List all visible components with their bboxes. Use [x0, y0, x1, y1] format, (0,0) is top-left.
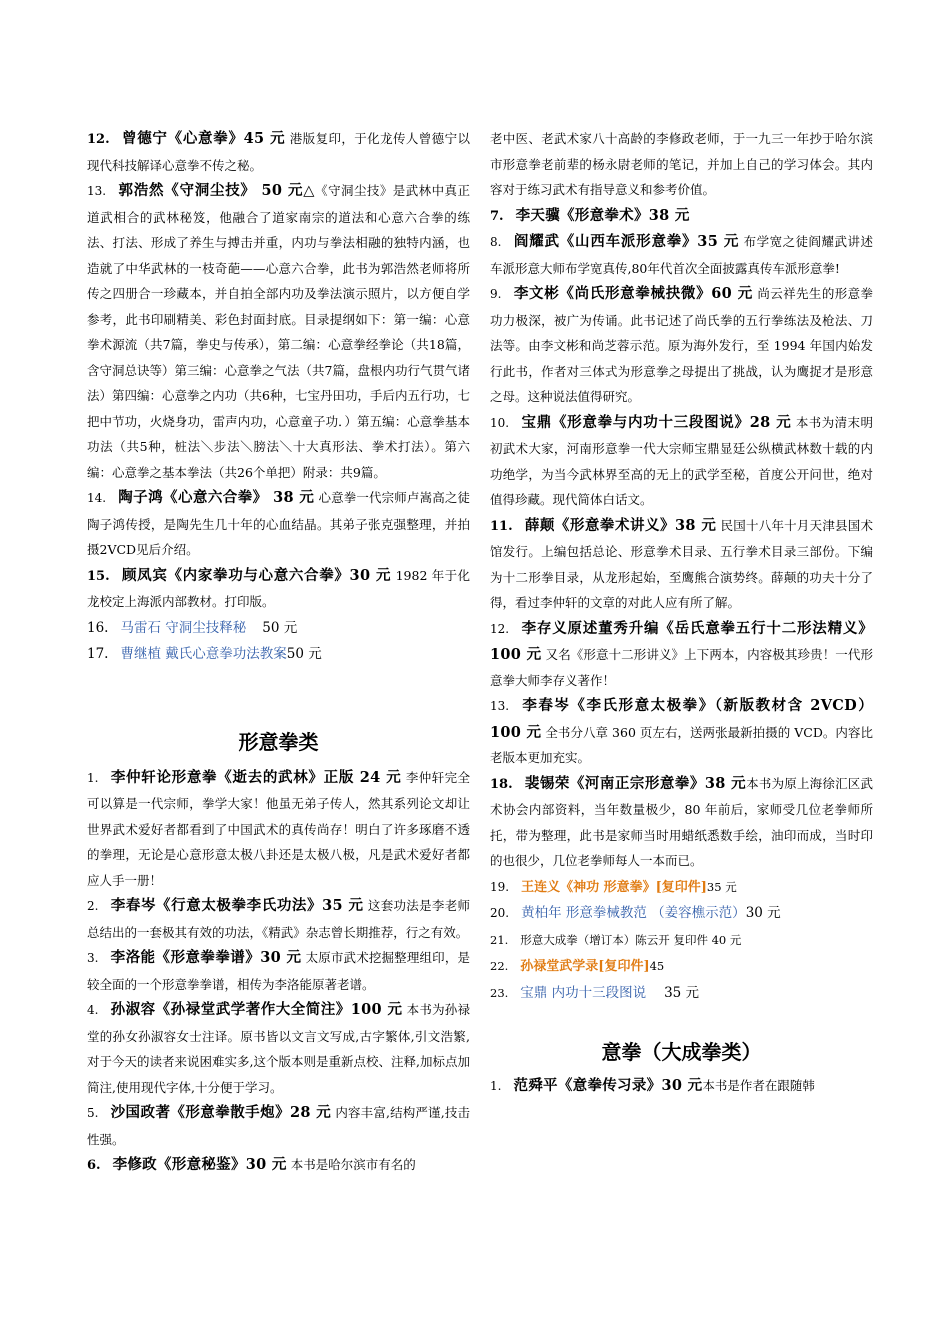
list-item: 19. 王连义《神功 形意拳》[复印件]35 元 — [490, 879, 737, 895]
item-text: 形意大成拳（增订本）陈云开 复印件 40 元 — [520, 932, 742, 947]
list-item: 3. 李洛能《形意拳拳谱》30 元 太原市武术挖掘整理组印，是较全面的一个形意拳拳谱，相传为李洛能原著老谱。 — [87, 949, 470, 992]
item-price: 45 — [649, 959, 665, 973]
list-item: 1. 李仲轩论形意拳《逝去的武林》正版 24 元 李仲轩完全可以算是一代宗师，拳学大家！他虽无弟子传人，然其系列论文却让世界武术爱好者都看到了中国武术的真传尚存！明白了许多琢磨不透的拳理，无论是心意形意太极八卦还是太极八极，凡是武术爱好者都应人手一册！ — [87, 768, 470, 888]
item-title: 李天骥《形意拳术》38 元 — [515, 206, 690, 224]
item-description: 本书是哈尔滨市有名的 — [290, 1157, 416, 1172]
item-description: 又名《形意十二形讲义》上下两本，内容极其珍贵！一代形意拳大师李存义著作！ — [490, 647, 873, 688]
list-item: 23. 宝鼎 内功十三段图说 35 元 — [490, 984, 700, 1001]
list-item: 6. 李修政《形意秘鉴》30 元 本书是哈尔滨市有名的 — [87, 1156, 416, 1173]
section-heading: 形意拳类 — [238, 729, 319, 754]
item-title: 李修政《形意秘鉴》30 元 — [112, 1156, 287, 1173]
list-item: 11. 薛颠《形意拳术讲义》38 元 民国十八年十月天津县国术馆发行。上编包括总论、形意拳术目录、五行拳术目录三部份。下编为十二形拳目录，从龙形起始，至鹰熊合演势终。薛颠的功夫十分了得，看过李仲轩的文章的对此人应有所了解。 — [490, 516, 873, 610]
item-description: 尚云祥先生的形意拳功力极深，被广为传诵。此书记述了尚氏拳的五行拳练法及枪法、刀法等。由李文彬和尚芝蓉示范。原为海外发行，至 1994 年国内始发行此书，作者对三体式为形意拳之母提出了挑战，认为鹰捉才是形意之母。这种说法值得研究。 — [490, 286, 873, 404]
list-item: 7. 李天骥《形意拳术》38 元 — [490, 206, 690, 224]
item-price: 35 元 — [706, 879, 737, 894]
item-description: 本书为原上海徐汇区武术协会内部资料，当年数量极少，80 年前后，家师受几位老拳师所托，带为整理，此书是家师当时用蜡纸悉数手绘，油印而成，当时印的也很少，几位老拳师每人一本而已。 — [490, 775, 873, 868]
item-description: 《守洞尘技》是武林中真正道武相合的武林秘笈，他融合了道家南宗的道法和心意六合拳的练法、打法、形成了养生与搏击并重，内功与拳法相融的独特内涵，也造就了中华武林的一枝奇葩——心意六合拳，此书为郭浩然老师将所传之四册合一珍藏本，并自拍全部内功及拳法演示照片，以方便自学参考，此书印刷精美、彩色封面封底。目录提纲如下：第一编：心意拳术源流（共7篇，拳史与传承），第二编：心意拳经拳论（共18篇，含守洞总诀等）第三编：心意拳之气法（共7篇，盘根内功行气贯气诸法）第四编：心意拳之内功（共6种，七宝丹田功，手后内五行功，七把中节功，火烧身功，雷声内功，心意童子功．）第五编：心意拳基本功法（共5种，桩法＼步法＼膀法＼十大真形法、拳术打法）。第六编：心意拳之基本拳法（共26个单把）附录：共9篇。 — [87, 183, 470, 480]
list-item: 2. 李春岑《行意太极拳李氏功法》35 元 这套功法是李老师总结出的一套极其有效的功法，《精武》杂志曾长期推荐，行之有效。 — [87, 897, 470, 940]
item-title: 李春岑《李氏形意太极拳》（新版教材含 2VCD）100 元 — [490, 697, 873, 741]
item-description: 心意拳一代宗师卢嵩高之徒陶子鸿传授，是陶先生几十年的心血结晶。其弟子张克强整理，并拍摄2VCD见后介绍。 — [87, 490, 470, 557]
list-item: 22. 孙禄堂武学录[复印件]45 — [490, 959, 665, 974]
item-title: 李仲轩论形意拳《逝去的武林》正版 24 元 — [110, 768, 402, 786]
item-title-link[interactable]: 王连义《神功 形意拳》[复印件] — [521, 879, 707, 895]
left-column — [87, 126, 470, 1179]
item-description: 布学宽之徒阎耀武讲述车派形意大师布学宽真传,80年代首次全面披露真传车派形意拳! — [490, 234, 873, 276]
list-item: 16. 马雷石 守洞尘技释秘 50 元 — [87, 619, 298, 636]
item-price: 50 元 — [286, 646, 322, 662]
item-title: 顾凤宾《内家拳功与心意六合拳》30 元 — [121, 566, 392, 584]
item-description: 本书是作者在跟随韩 — [702, 1078, 815, 1093]
list-item-continuation — [490, 126, 873, 203]
right-column — [490, 126, 873, 1100]
item-title-link[interactable]: 宝鼎 内功十三段图说 — [520, 984, 647, 1001]
item-description: 老中医、老武术家八十高龄的李修政老师，于一九三一年抄于哈尔滨市形意拳老前辈的杨永尉老师的笔记，并加上自己的学习体会。其内容对于练习武术有指导意义和参考价值。 — [490, 131, 873, 197]
list-item: 18. 裴锡荣《河南正宗形意拳》38 元本书为原上海徐汇区武术协会内部资料，当年数量极少，80 年前后，家师受几位老拳师所托，带为整理，此书是家师当时用蜡纸悉数手绘，油印而成，当时印的也很少，几位老拳师每人一本而已。 — [490, 774, 873, 868]
item-title: 宝鼎《形意拳与内功十三段图说》28 元 — [521, 413, 792, 431]
item-title: 李洛能《形意拳拳谱》30 元 — [110, 949, 302, 966]
item-title-link[interactable]: 马雷石 守洞尘技释秘 — [120, 619, 247, 636]
list-item: 13. 郭浩然《守洞尘技》 50 元△《守洞尘技》是武林中真正道武相合的武林秘笈，他融合了道家南宗的道法和心意六合拳的练法、打法、形成了养生与搏击并重，内功与拳法相融的独特内涵，也造就了中华武林的一枝奇葩——心意六合拳，此书为郭浩然老师将所传之四册合一珍藏本，并自拍全部内功及拳法演示照片，以方便自学参考，此书印刷精美、彩色封面封底。目录提纲如下：第一编：心意拳术源流（共7篇，拳史与传承），第二编：心意拳经拳论（共18篇，含守洞总诀等）第三编：心意拳之气法（共7篇，盘根内功行气贯气诸法）第四编：心意拳之内功（共6种，七宝丹田功，手后内五行功，七把中节功，火烧身功，雷声内功，心意童子功．）第五编：心意拳基本功法（共5种，桩法＼步法＼膀法＼十大真形法、拳术打法）。第六编：心意拳之基本拳法（共26个单把）附录：共9篇。 — [87, 182, 470, 480]
item-title-link[interactable]: 孙禄堂武学录[复印件] — [520, 959, 650, 974]
item-title-link[interactable]: 曹继植 戴氏心意拳功法教案 — [120, 646, 287, 662]
list-item: 14. 陶子鸿《心意六合拳》 38 元 心意拳一代宗师卢嵩高之徒陶子鸿传授，是陶先生几十年的心血结晶。其弟子张克强整理，并拍摄2VCD见后介绍。 — [87, 489, 470, 557]
item-title: 孙淑容《孙禄堂武学著作大全简注》100 元 — [110, 1001, 403, 1018]
item-description: 本书为孙禄堂的孙女孙淑容女士注译。原书皆以文言文写成,古字繁体,引文浩繁,对于今天的读者来说困难实多,这个版本则是重新点校、注释,加标点加简注,使用现代字体,十分便于学习。 — [87, 1002, 470, 1095]
list-item: 17. 曹继植 戴氏心意拳功法教案50 元 — [87, 646, 322, 662]
item-price: 35 元 — [664, 984, 700, 1001]
item-title: 裴锡荣《河南正宗形意拳》38 元 — [524, 774, 747, 792]
item-title: 薛颠《形意拳术讲义》38 元 — [524, 516, 717, 534]
list-item: 4. 孙淑容《孙禄堂武学著作大全简注》100 元 本书为孙禄堂的孙女孙淑容女士注译。原书皆以文言文写成,古字繁体,引文浩繁,对于今天的读者来说困难实多,这个版本则是重新点校、注释,加标点加简注,使用现代字体,十分便于学习。 — [87, 1001, 470, 1095]
list-item: 12. 李存义原述董秀升编《岳氏意拳五行十二形法精义》100 元 又名《形意十二形讲义》上下两本，内容极其珍贵！一代形意拳大师李存义著作！ — [490, 619, 873, 688]
item-title: 李春岑《行意太极拳李氏功法》35 元 — [110, 897, 364, 914]
list-item: 20. 黄柏年 形意拳械教范 （姜容樵示范）30 元 — [490, 905, 781, 921]
list-item: 15. 顾凤宾《内家拳功与心意六合拳》30 元 1982 年于化龙校定上海派内部教材。打印版。 — [87, 566, 470, 609]
item-description: 港版复印，于化龙传人曾德宁以现代科技解译心意拳不传之秘。 — [87, 131, 470, 173]
item-title: 曾德宁《心意拳》45 元 — [121, 130, 286, 147]
item-title: 范舜平《意拳传习录》30 元 — [513, 1077, 703, 1094]
section-heading: 意拳（大成拳类） — [601, 1040, 762, 1064]
list-item: 8. 阎耀武《山西车派形意拳》35 元 布学宽之徒阎耀武讲述车派形意大师布学宽真传,80年代首次全面披露真传车派形意拳! — [490, 233, 873, 276]
item-title: 郭浩然《守洞尘技》 50 元△ — [118, 182, 316, 199]
list-item: 1. 范舜平《意拳传习录》30 元本书是作者在跟随韩 — [490, 1077, 815, 1094]
item-title: 沙国政著《形意拳散手炮》28 元 — [110, 1104, 332, 1121]
list-item: 12. 曾德宁《心意拳》45 元 港版复印，于化龙传人曾德宁以现代科技解译心意拳不传之秘。 — [87, 130, 470, 173]
item-description: 李仲轩完全可以算是一代宗师，拳学大家！他虽无弟子传人，然其系列论文却让世界武术爱好者都看到了中国武术的真传尚存！明白了许多琢磨不透的拳理，无论是心意形意太极八卦还是太极八极，凡是武术爱好者都应人手一册！ — [87, 769, 470, 888]
item-title-link[interactable]: 黄柏年 形意拳械教范 （姜容樵示范） — [521, 905, 746, 921]
item-title: 阎耀武《山西车派形意拳》35 元 — [513, 233, 740, 250]
item-description: 太原市武术挖掘整理组印，是较全面的一个形意拳拳谱，相传为李洛能原著老谱。 — [87, 950, 470, 992]
list-item: 5. 沙国政著《形意拳散手炮》28 元 内容丰富,结构严谨,技击性强。 — [87, 1104, 470, 1147]
item-description: 民国十八年十月天津县国术馆发行。上编包括总论、形意拳术目录、五行拳术目录三部份。下编为十二形拳目录，从龙形起始，至鹰熊合演势终。薛颠的功夫十分了得，看过李仲轩的文章的对此人应有所了解。 — [490, 517, 873, 610]
item-title: 陶子鸿《心意六合拳》 38 元 — [118, 489, 315, 506]
item-description: 内容丰富,结构严谨,技击性强。 — [87, 1105, 470, 1147]
item-title: 李文彬《尚氏形意拳械抉微》60 元 — [513, 285, 753, 302]
item-description: 全书分八章 360 页左右，送两张最新拍摄的 VCD。内容比老版本更加充实。 — [490, 724, 873, 765]
item-title: 李存义原述董秀升编《岳氏意拳五行十二形法精义》100 元 — [490, 619, 873, 663]
item-description: 本书为清末明初武术大家，河南形意拳一代大宗师宝鼎显廷公纵横武林数十载的内功绝学，为当今武林界至高的无上的武学至秘，首度公开问世，绝对值得珍藏。现代简体白话文。 — [490, 414, 873, 507]
list-item: 10. 宝鼎《形意拳与内功十三段图说》28 元 本书为清末明初武术大家，河南形意拳一代大宗师宝鼎显廷公纵横武林数十载的内功绝学，为当今武林界至高的无上的武学至秘，首度公开问世，绝对值得珍藏。现代简体白话文。 — [490, 413, 873, 507]
item-price: 30 元 — [745, 905, 781, 921]
item-description: 1982 年于化龙校定上海派内部教材。打印版。 — [87, 567, 470, 609]
item-price: 50 元 — [262, 619, 298, 636]
list-item: 21. 形意大成拳（增订本）陈云开 复印件 40 元 — [490, 932, 742, 947]
item-description: 这套功法是李老师总结出的一套极其有效的功法，《精武》杂志曾长期推荐，行之有效。 — [87, 898, 470, 940]
list-item: 9. 李文彬《尚氏形意拳械抉微》60 元 尚云祥先生的形意拳功力极深，被广为传诵。此书记述了尚氏拳的五行拳练法及枪法、刀法等。由李文彬和尚芝蓉示范。原为海外发行，至 1994 年国内始发行此书，作者对三体式为形意拳之母提出了挑战，认为鹰捉才是形意之母。这种说法值得研究。 — [490, 285, 873, 404]
list-item: 13. 李春岑《李氏形意太极拳》（新版教材含 2VCD）100 元 全书分八章 360 页左右，送两张最新拍摄的 VCD。内容比老版本更加充实。 — [490, 697, 873, 765]
